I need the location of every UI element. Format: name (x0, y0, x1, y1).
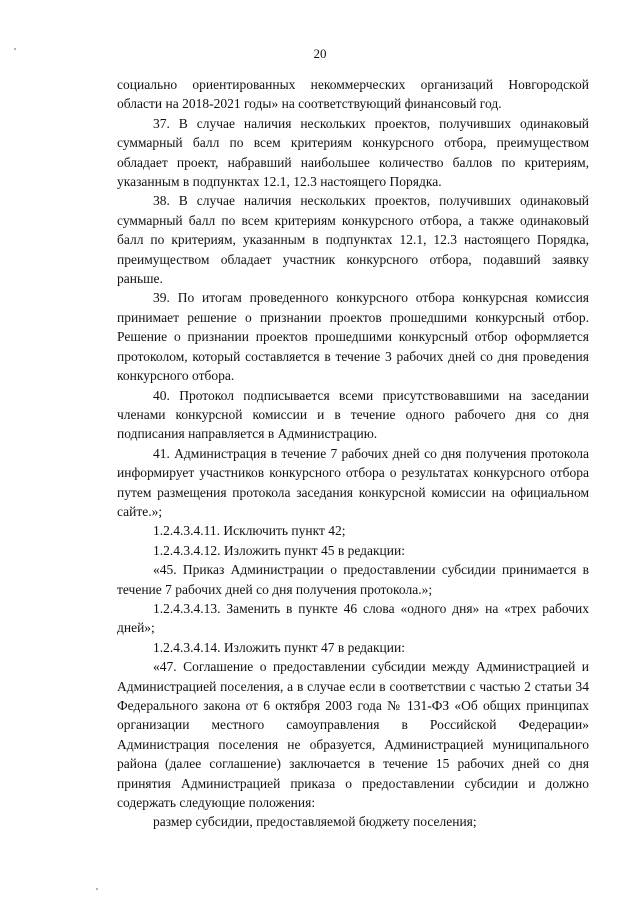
amendment-1-2-4-3-4-13: 1.2.4.3.4.13. Заменить в пункте 46 слова «одного дня» на «трех рабочих дней»; (117, 600, 589, 636)
paragraph-45-text: «45. Приказ Администрации о предоставлении субсидии принимается в течение 7 рабочих дней со дня получения протокола.»; (117, 562, 589, 597)
amendment-1-2-4-3-4-14: 1.2.4.3.4.14. Изложить пункт 47 в редакции: (153, 639, 405, 655)
page-number: 20 (313, 46, 327, 61)
paragraph-40: 40. Протокол подписывается всеми присутствовавшими на заседании членами конкурсной комиссии и в течение одного рабочего дня со дня подписания направляется в Администрацию. (117, 387, 589, 442)
paragraph-47-text: «47. Соглашение о предоставлении субсидии между Администрацией и Администрацией поселения, а в случае если в соответствии с частью 2 статьи 34 Федерального закона от 6 октября 2003 года № 131-ФЗ «Об общих принципах организации местного самоуправления в Российской Федерации» Администрация поселения не образуется, Администрацией муниципального района (далее соглашение) заключается в течение 15 рабочих дней со дня принятия Администрацией приказа о предоставлении субсидии и должно содержать следующие положения: (117, 659, 589, 811)
scan-speck (96, 888, 98, 890)
scan-speck (14, 48, 16, 50)
paragraph-38: 38. В случае наличия нескольких проектов, получивших одинаковый суммарный балл по всем критериям конкурсного отбора, а также одинаковый балл по критериям, указанным в подпунктах 12.1, 12.3 настоящего Порядка, преимуществом обладает участник конкурсного отбора, подавший заявку раньше. (117, 193, 589, 287)
paragraph-37: 37. В случае наличия нескольких проектов, получивших одинаковый суммарный балл по всем критериям конкурсного отбора, преимуществом обладает проект, набравший наибольшее количество баллов по критериям, указанным в подпунктах 12.1, 12.3 настоящего Порядка. (117, 115, 589, 190)
paragraph-47-item: размер субсидии, предоставляемой бюджету поселения; (153, 814, 477, 830)
paragraph-41: 41. Администрация в течение 7 рабочих дней со дня получения протокола информирует участников конкурсного отбора о результатах конкурсного отбора путем размещения протокола заседания конкурсной комиссии на официальном сайте.»; (117, 445, 589, 519)
paragraph-continuation: социально ориентированных некоммерческих организаций Новгородской области на 2018-2021 годы» на соответствующий финансовый год. (117, 77, 589, 112)
document-body (117, 75, 589, 832)
amendment-1-2-4-3-4-11: 1.2.4.3.4.11. Исключить пункт 42; (153, 523, 346, 539)
amendment-1-2-4-3-4-12: 1.2.4.3.4.12. Изложить пункт 45 в редакции: (153, 542, 405, 558)
paragraph-39: 39. По итогам проведенного конкурсного отбора конкурсная комиссия принимает решение о признании проектов прошедшими конкурсный отбор. Решение о признании проектов прошедшими конкурсный отбор оформляется протоколом, который составляется в течение 3 рабочих дней со дня проведения конкурсного отбора. (117, 290, 589, 384)
